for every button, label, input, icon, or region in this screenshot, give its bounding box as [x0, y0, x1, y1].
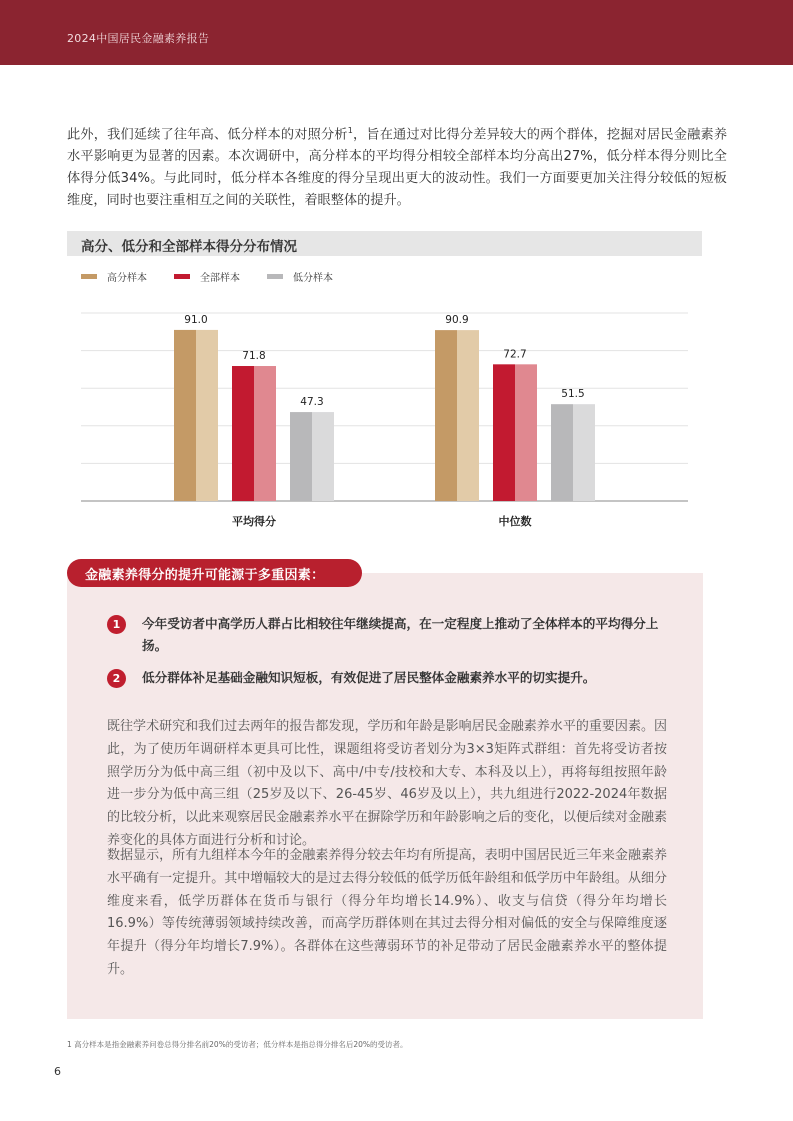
header-band [0, 0, 793, 65]
factor-point-2 [107, 667, 667, 689]
value-label: 47.3 [300, 396, 324, 409]
score-bar-chart [81, 296, 691, 541]
legend-item-high [81, 269, 147, 284]
number-badge-1: 1 [107, 615, 126, 634]
factor-text-2: 低分群体补足基础金融知识短板，有效促进了居民整体金融素养水平的切实提升。 [142, 670, 596, 685]
value-label: 91.0 [184, 313, 208, 326]
bar-1-1-light [515, 364, 537, 501]
bar-2-1-light [573, 404, 595, 501]
education-age-paragraph: 既往学术研究和我们过去两年的报告都发现，学历和年龄是影响居民金融素养水平的重要因素。因此，为了使历年调研样本更具可比性，课题组将受访者划分为3×3矩阵式群组：首先将受访者按照学历分为低中高三组（初中及以下、高中/中专/技校和大专、本科及以上），再将每组按照年龄进一步分为低中高三组（25岁及以下、26-45岁、46岁及以上），共九组进行2022-2024年数据的比较分析，以此来观察居民金融素养水平在摒除学历和年龄影响之后的变化，以便后续对金融素养变化的具体方面进行分析和讨论。 [107, 719, 667, 848]
value-label: 51.5 [561, 388, 585, 401]
bar-1-1-dark [493, 364, 515, 501]
legend-swatch-high [81, 274, 97, 279]
legend-label-high: 高分样本 [107, 272, 147, 284]
value-label: 72.7 [503, 348, 527, 361]
chart-title-band [67, 231, 702, 256]
factors-box [67, 573, 703, 1019]
bar-0-0-dark [174, 330, 196, 501]
bar-1-0-light [254, 366, 276, 501]
factor-point-1 [107, 613, 667, 657]
findings-paragraph: 数据显示，所有九组样本今年的金融素养得分较去年均有所提高，表明中国居民近三年来金融素养水平确有一定提升。其中增幅较大的是过去得分较低的低学历低年龄组和低学历中年龄组。从细分维度来看，低学历群体在货币与银行（得分年均增长14.9%）、收支与信贷（得分年均增长16.9%）等传统薄弱领域持续改善，而高学历群体则在其过去得分相对偏低的安全与保障维度逐年提升（得分年均增长7.9%）。各群体在这些薄弱环节的补足带动了居民金融素养水平的整体提升。 [107, 848, 667, 977]
bar-2-0-light [312, 412, 334, 501]
intro-text-1: 此外，我们延续了往年高、低分样本的对照分析 [67, 127, 348, 143]
bar-0-1-dark [435, 330, 457, 501]
chart-legend [81, 268, 360, 284]
factors-heading-tab [67, 559, 362, 587]
legend-label-low: 低分样本 [293, 272, 333, 284]
bar-1-0-dark [232, 366, 254, 501]
factor-text-1: 今年受访者中高学历人群占比相较往年继续提高，在一定程度上推动了全体样本的平均得分上扬。 [142, 616, 659, 653]
intro-text-2: ，旨在通过对比得分差异较大的两个群体，挖掘对居民金融素养水平影响更为显著的因素。本次调研中，高分样本的平均得分相较全部样本均分高出27%，低分样本得分则比全体得分低34%。与此同时，低分样本各维度的得分呈现出更大的波动性。我们一方面要更加关注得分较低的短板维度，同时也要注重相互之间的关联性，着眼整体的提升。 [67, 127, 728, 209]
page-number: 6 [54, 1065, 61, 1078]
legend-swatch-low [267, 274, 283, 279]
category-label: 中位数 [498, 515, 532, 528]
report-title: 2024中国居民金融素养报告 [67, 32, 210, 45]
value-label: 90.9 [445, 314, 469, 327]
bar-2-1-dark [551, 404, 573, 501]
legend-item-all [174, 269, 240, 284]
legend-label-all: 全部样本 [200, 272, 240, 284]
factors-heading: 金融素养得分的提升可能源于多重因素： [85, 568, 325, 583]
bar-0-0-light [196, 330, 218, 501]
chart-title: 高分、低分和全部样本得分分布情况 [81, 239, 297, 255]
footnote-ref[interactable]: 1 [347, 126, 353, 135]
number-badge-2: 2 [107, 669, 126, 688]
bar-2-0-dark [290, 412, 312, 501]
legend-item-low [267, 269, 333, 284]
footnote: 1 高分样本是指金融素养问卷总得分排名前20%的受访者；低分样本是指总得分排名后20%的受访者。 [67, 1040, 408, 1049]
category-label: 平均得分 [232, 515, 276, 528]
value-label: 71.8 [242, 350, 266, 363]
intro-paragraph [67, 120, 727, 212]
bar-0-1-light [457, 330, 479, 501]
legend-swatch-all [174, 274, 190, 279]
